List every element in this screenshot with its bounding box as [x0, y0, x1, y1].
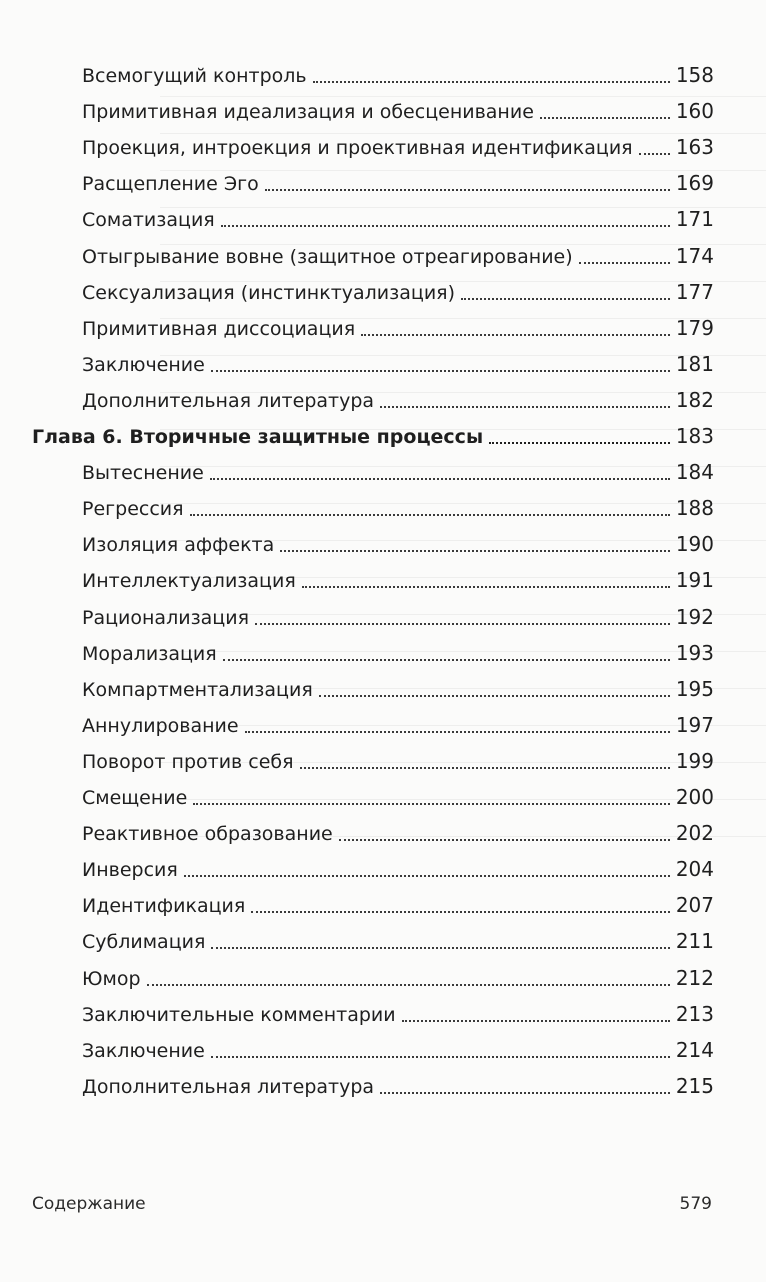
dot-leader: [402, 1019, 670, 1022]
toc-entry-title: Реактивное образование: [82, 823, 333, 846]
toc-entry-title: Регрессия: [82, 498, 184, 521]
toc-entry-page: 207: [675, 893, 714, 918]
toc-entry-page: 191: [675, 568, 714, 593]
page-number: 579: [679, 1194, 712, 1214]
toc-entry: [82, 455, 714, 489]
dot-leader: [579, 261, 670, 264]
toc-entry-title: Идентификация: [82, 895, 246, 918]
toc-entry-title: Изоляция аффекта: [82, 534, 275, 557]
toc-entry-title: Расщепление Эго: [82, 173, 259, 196]
toc-entry-title: Дополнительная литература: [82, 389, 375, 412]
dot-leader: [339, 838, 670, 841]
toc-entry-title: Соматизация: [82, 209, 215, 232]
dot-leader: [210, 477, 670, 480]
dot-leader: [300, 766, 670, 769]
dot-leader: [221, 224, 670, 227]
toc-entry-title: Дополнительная литература: [82, 1075, 375, 1098]
toc-entry-title: Рационализация: [82, 606, 250, 629]
toc-entry-title: Заключительные комментарии: [82, 1003, 396, 1026]
toc-entry-page: 188: [675, 496, 714, 521]
toc-entry-title: Примитивная идеализация и обесценивание: [82, 101, 534, 124]
toc-entry-page: 181: [675, 351, 714, 376]
dot-leader: [361, 333, 670, 336]
toc-entry-title: Морализация: [82, 642, 217, 665]
dot-leader: [461, 297, 670, 300]
toc-entry-title: Сублимация: [82, 931, 206, 954]
toc-entry: [82, 130, 714, 164]
toc-entry: [82, 1069, 714, 1103]
toc-entry-page: 193: [675, 640, 714, 665]
toc-entry-page: 213: [675, 1001, 714, 1026]
dot-leader: [255, 622, 670, 625]
dot-leader: [245, 730, 670, 733]
toc-entry-page: 183: [675, 424, 714, 448]
toc-entry-title: Смещение: [82, 787, 188, 809]
toc-entry-page: 215: [675, 1073, 714, 1098]
toc-entry-title: Компартментализация: [82, 678, 313, 701]
dot-leader: [319, 694, 670, 697]
toc-entry-title: Проекция, интроекция и проективная идентификация: [82, 137, 633, 160]
toc-entry-title: Заключение: [82, 353, 205, 376]
toc-entry-page: 195: [675, 676, 714, 701]
dot-leader: [302, 585, 670, 588]
toc-entry-page: 214: [675, 1037, 714, 1062]
toc-entry: [82, 852, 714, 886]
toc-entry-title: Всемогущий контроль: [82, 65, 307, 87]
toc-entry-page: 182: [675, 387, 714, 412]
toc-entry-page: 174: [675, 243, 714, 268]
toc-entry-page: 202: [675, 821, 714, 846]
toc-entry: [82, 347, 714, 381]
toc-entry: [82, 961, 714, 995]
toc-entry: [82, 780, 714, 814]
toc-entry-title: Юмор: [82, 967, 141, 990]
dot-leader: [280, 549, 670, 552]
toc-entry-page: 192: [675, 604, 714, 629]
toc-entry: [82, 1033, 714, 1067]
toc-entry: [82, 816, 714, 850]
toc-entry-page: 199: [675, 748, 714, 773]
dot-leader: [380, 405, 670, 408]
dot-leader: [190, 513, 670, 516]
toc-entry-page: 179: [675, 315, 714, 340]
toc-entry-title: Сексуализация (инстинктуализация): [82, 281, 456, 304]
toc-entry: [82, 94, 714, 128]
dot-leader: [211, 369, 670, 372]
toc-entry: [82, 491, 714, 525]
toc-chapter-heading: [32, 419, 714, 453]
toc-entry-page: 190: [675, 532, 714, 557]
dot-leader: [380, 1091, 670, 1094]
toc-entry-title: Вытеснение: [82, 462, 204, 485]
toc-entry: [82, 202, 714, 236]
dot-leader: [184, 874, 670, 877]
dot-leader: [265, 188, 670, 191]
toc-entry: [82, 600, 714, 634]
toc-entry: [82, 744, 714, 778]
toc-entry-page: 171: [675, 207, 714, 232]
dot-leader: [251, 910, 670, 913]
toc-entry-page: 160: [675, 99, 714, 124]
toc-entry-title: Заключение: [82, 1039, 205, 1062]
dot-leader: [223, 658, 670, 661]
dot-leader: [211, 946, 669, 949]
toc-entry-page: 177: [675, 279, 714, 304]
toc-entry-title: Отыгрывание вовне (защитное отреагирование): [82, 245, 573, 268]
toc-entry-page: 200: [675, 785, 714, 809]
running-footer-section: Содержание: [32, 1194, 146, 1214]
toc-entry-page: 163: [675, 135, 714, 160]
toc-entry-title: Поворот против себя: [82, 750, 294, 773]
toc-entry: [82, 527, 714, 561]
toc-entry-page: 169: [675, 171, 714, 196]
dot-leader: [313, 80, 670, 83]
toc-entry-page: 204: [675, 857, 714, 882]
toc-entry-title: Интеллектуализация: [82, 570, 296, 593]
dot-leader: [211, 1055, 670, 1058]
toc-entry: [82, 58, 714, 92]
toc-entry-title: Примитивная диссоциация: [82, 317, 356, 340]
toc-entry: [82, 383, 714, 417]
toc-entry-page: 184: [675, 460, 714, 485]
toc-entry: [82, 239, 714, 273]
toc-entry: [82, 997, 714, 1031]
dot-leader: [193, 802, 669, 805]
dot-leader: [540, 116, 670, 119]
toc-entry-page: 211: [675, 929, 714, 954]
dot-leader: [639, 152, 670, 155]
dot-leader: [147, 983, 670, 986]
toc-entry-title: Аннулирование: [82, 714, 239, 737]
dot-leader: [489, 441, 670, 444]
toc-entry: [82, 275, 714, 309]
toc-entry: [82, 924, 714, 958]
toc-entry-page: 212: [675, 965, 714, 990]
toc-entry: [82, 888, 714, 922]
toc-entry-title: Глава 6. Вторичные защитные процессы: [32, 426, 484, 448]
toc-entry: [82, 166, 714, 200]
toc-entry: [82, 563, 714, 597]
toc-entry: [82, 636, 714, 670]
toc-entry: [82, 311, 714, 345]
toc-entry: [82, 672, 714, 706]
toc-entry-title: Инверсия: [82, 859, 178, 882]
toc-entry-page: 158: [675, 63, 714, 87]
toc-entry: [82, 708, 714, 742]
toc-entry-page: 197: [675, 712, 714, 737]
